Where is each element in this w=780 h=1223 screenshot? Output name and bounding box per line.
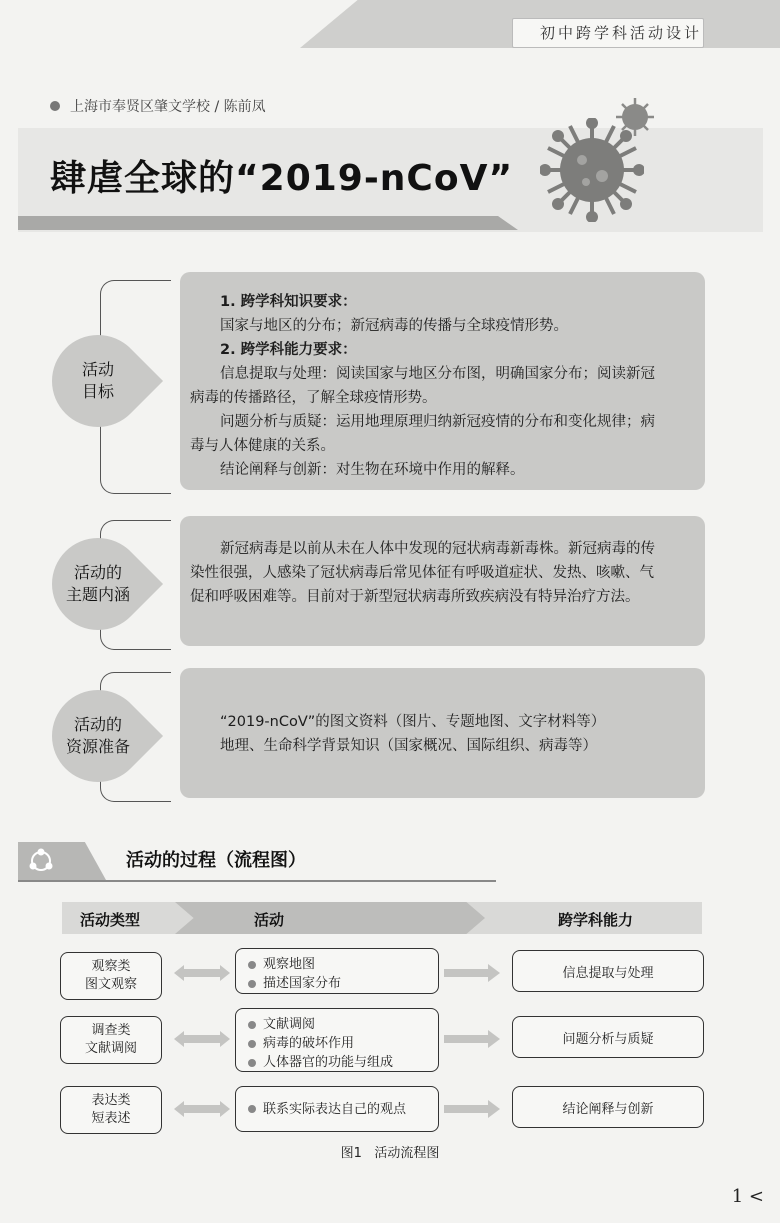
bullet-dot-icon [248,1059,256,1067]
flow-type-box: 调查类 文献调阅 [60,1016,162,1064]
process-title: 活动的过程（流程图） [126,850,306,871]
list-item: 描述国家分布 [248,974,430,993]
figure-caption: 图1 活动流程图 [340,1146,440,1161]
process-title-line [18,880,496,882]
page-number: 1 < [731,1186,764,1207]
right-arrow-icon [444,1029,500,1049]
theme-text: 新冠病毒是以前从未在人体中发现的冠状病毒新毒株。新冠病毒的传 染性很强，人感染了冠状病毒后常见体征有呼吸道症状、发热、咳嗽、气 促和呼吸困难等。目前对于新型冠状病毒所致疾病没有特异治疗方法。 [190,541,655,605]
bullet-dot-icon [248,1021,256,1029]
list-item: 联系实际表达自己的观点 [248,1100,406,1119]
virus-illustration-small [614,96,656,138]
flow-ability-box: 信息提取与处理 [512,950,704,992]
page-title: 肆虐全球的“2019-nCoV” [50,158,514,199]
flow-header-type: 活动类型 [80,911,141,929]
resource-badge-label: 活动的 资源准备 [65,715,130,756]
objective-text: 1. 跨学科知识要求： 国家与地区的分布；新冠病毒的传播与全球疫情形势。 2. 跨学科能力要求： 信息提取与处理：阅读国家与地区分布图，明确国家分布；阅读新冠 病毒的传播路径，了解全球疫情形势。 问题分析与质疑：运用地理原理归纳新冠疫情的分布和变化规律；病 毒与人体健康的关系。 结论阐释与创新：对生物在环境中作用的解释。 [190,294,655,478]
resource-text: “2019-nCoV”的图文资料（图片、专题地图、文字材料等） 地理、生命科学背景知识（国家概况、国际组织、病毒等） [220,714,606,754]
title-underbar [18,216,518,230]
list-item: 人体器官的功能与组成 [248,1053,430,1072]
list-item: 观察地图 [248,955,430,974]
flow-activity-box [235,948,439,994]
author-line [50,96,266,116]
list-item: 文献调阅 [248,1015,430,1034]
bullet-dot-icon [248,1105,256,1113]
series-title: 初中跨学科活动设计 [539,24,702,42]
bullet-dot-icon [248,980,256,988]
right-arrow-icon [444,1099,500,1119]
flow-activity-box [235,1008,439,1072]
double-arrow-icon [174,1029,230,1049]
theme-badge-label: 活动的 主题内涵 [65,563,130,604]
flow-header-ability: 跨学科能力 [558,911,634,929]
flow-header-arrow [175,902,485,934]
double-arrow-icon [174,1099,230,1119]
bullet-dot-icon [248,1040,256,1048]
cycle-icon [28,848,54,874]
flow-ability-box: 问题分析与质疑 [512,1016,704,1058]
flow-ability-box: 结论阐释与创新 [512,1086,704,1128]
author-text: 上海市奉贤区肇文学校 / 陈前凤 [70,99,266,115]
objective-badge-label: 活动 目标 [81,360,114,401]
bullet-dot-icon [50,101,60,111]
flow-type-box: 观察类 图文观察 [60,952,162,1000]
double-arrow-icon [174,963,230,983]
flow-header-activity: 活动 [254,911,285,929]
flow-activity-box [235,1086,439,1132]
right-arrow-icon [444,963,500,983]
list-item: 病毒的破坏作用 [248,1034,430,1053]
bullet-dot-icon [248,961,256,969]
flow-type-box: 表达类 短表述 [60,1086,162,1134]
